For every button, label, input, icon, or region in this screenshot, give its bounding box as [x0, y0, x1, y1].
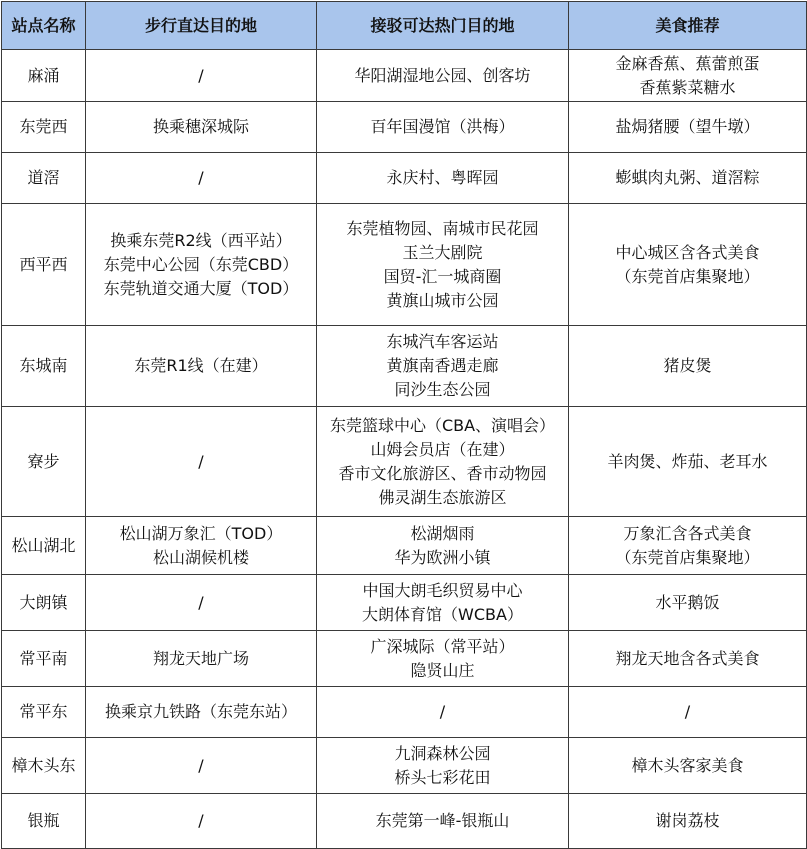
table-row — [2, 575, 807, 631]
station-cell: 樟木头东 — [2, 738, 86, 794]
station-cell: 麻涌 — [2, 50, 86, 102]
walk-line: / — [198, 811, 204, 830]
table-row — [2, 50, 807, 102]
food-line: 羊肉煲、炸茄、老耳水 — [607, 451, 768, 471]
station-cell: 西平西 — [2, 204, 86, 326]
food-line: 蟛蜞肉丸粥、道滘粽 — [615, 168, 760, 187]
table-row — [2, 517, 807, 575]
transfer-cell — [317, 407, 569, 517]
walk-line: / — [198, 755, 204, 775]
walk-cell — [86, 102, 317, 153]
transfer-line: 桥头七彩花田 — [394, 767, 491, 787]
transfer-line: 山姆会员店（在建） — [370, 439, 515, 459]
transfer-line: 黄旗南香遇走廊 — [386, 356, 499, 375]
transfer-cell — [317, 326, 569, 407]
food-line: 中心城区含各式美食 — [615, 242, 760, 262]
station-cell: 东莞西 — [2, 102, 86, 153]
table-row — [2, 407, 807, 517]
table-row — [2, 631, 807, 687]
station-cell: 道滘 — [2, 153, 86, 204]
food-line: 金麻香蕉、蕉蕾煎蛋 — [615, 53, 760, 73]
station-table — [1, 1, 807, 849]
transfer-line: 同沙生态公园 — [394, 380, 491, 399]
walk-cell — [86, 517, 317, 575]
food-cell — [569, 50, 807, 102]
transfer-line: 广深城际（常平站） — [370, 636, 515, 656]
table-row — [2, 102, 807, 153]
walk-cell — [86, 204, 317, 326]
transfer-line: 百年国漫馆（洪梅） — [370, 117, 515, 136]
walk-line: 松山湖万象汇（TOD） — [119, 523, 283, 543]
food-line: 盐焗猪腰（望牛墩） — [615, 117, 760, 136]
transfer-cell — [317, 517, 569, 575]
walk-line: 翔龙天地广场 — [152, 648, 249, 668]
transfer-cell — [317, 738, 569, 794]
transfer-line: 永庆村、粤晖园 — [386, 168, 499, 187]
transfer-line: 东莞第一峰-银瓶山 — [375, 811, 510, 830]
transfer-cell — [317, 631, 569, 687]
station-cell: 常平南 — [2, 631, 86, 687]
table-row — [2, 794, 807, 849]
walk-line: 换乘京九铁路（东莞东站） — [104, 702, 297, 721]
food-line: 香蕉紫菜糖水 — [639, 77, 736, 97]
transfer-line: 玉兰大剧院 — [402, 242, 483, 262]
transfer-cell — [317, 575, 569, 631]
walk-line: 东莞R1线（在建） — [134, 356, 268, 375]
table-row — [2, 153, 807, 204]
transfer-line: 东莞植物园、南城市民花园 — [346, 218, 539, 238]
transfer-cell — [317, 204, 569, 326]
walk-line: 换乘穗深城际 — [152, 117, 249, 136]
food-cell — [569, 153, 807, 204]
table-row — [2, 738, 807, 794]
table-row — [2, 204, 807, 326]
walk-cell — [86, 153, 317, 204]
walk-cell — [86, 575, 317, 631]
header-walk: 步行直达目的地 — [86, 2, 317, 50]
transfer-line: 大朗体育馆（WCBA） — [362, 604, 523, 624]
transfer-line: 东莞篮球中心（CBA、演唱会） — [329, 415, 556, 435]
walk-cell — [86, 687, 317, 738]
transfer-line: 九洞森林公园 — [394, 743, 491, 763]
transfer-line: 黄旗山城市公园 — [386, 290, 499, 310]
food-line: / — [684, 702, 691, 721]
food-cell — [569, 631, 807, 687]
walk-line: / — [198, 168, 204, 187]
walk-cell — [86, 50, 317, 102]
walk-line: / — [198, 592, 204, 612]
station-cell: 大朗镇 — [2, 575, 86, 631]
station-cell: 银瓶 — [2, 794, 86, 849]
header-row — [2, 2, 807, 50]
transfer-line: 香市文化旅游区、香市动物园 — [338, 463, 547, 483]
walk-cell — [86, 738, 317, 794]
walk-line: / — [198, 65, 204, 85]
food-line: （东莞首店集聚地） — [615, 266, 760, 286]
station-cell: 松山湖北 — [2, 517, 86, 575]
walk-cell — [86, 794, 317, 849]
food-line: 谢岗荔枝 — [655, 811, 720, 830]
header-station: 站点名称 — [2, 2, 86, 50]
header-transfer: 接驳可达热门目的地 — [317, 2, 569, 50]
table-row — [2, 326, 807, 407]
transfer-line: 隐贤山庄 — [410, 660, 475, 680]
food-cell — [569, 517, 807, 575]
food-cell — [569, 326, 807, 407]
transfer-cell — [317, 794, 569, 849]
food-line: 万象汇含各式美食 — [623, 523, 752, 543]
walk-line: 东莞轨道交通大厦（TOD） — [103, 278, 299, 298]
food-line: （东莞首店集聚地） — [615, 547, 760, 567]
transfer-line: 华阳湖湿地公园、创客坊 — [354, 65, 531, 85]
food-cell — [569, 204, 807, 326]
food-cell — [569, 407, 807, 517]
header-food: 美食推荐 — [569, 2, 807, 50]
food-line: 猪皮煲 — [663, 356, 712, 375]
transfer-cell — [317, 50, 569, 102]
walk-line: 换乘东莞R2线（西平站） — [110, 230, 292, 250]
food-line: 樟木头客家美食 — [631, 755, 744, 775]
walk-cell — [86, 326, 317, 407]
food-line: 水平鹅饭 — [655, 592, 720, 612]
transfer-cell — [317, 153, 569, 204]
transfer-line: 佛灵湖生态旅游区 — [378, 487, 507, 507]
food-cell — [569, 687, 807, 738]
station-cell: 寮步 — [2, 407, 86, 517]
food-line: 翔龙天地含各式美食 — [615, 648, 760, 668]
transfer-line: 中国大朗毛织贸易中心 — [362, 580, 523, 600]
food-cell — [569, 102, 807, 153]
food-cell — [569, 738, 807, 794]
transfer-line: 华为欧洲小镇 — [394, 547, 491, 567]
transfer-cell — [317, 102, 569, 153]
transfer-line: 东城汽车客运站 — [386, 332, 499, 351]
walk-line: 东莞中心公园（东莞CBD） — [103, 254, 299, 274]
food-cell — [569, 575, 807, 631]
transfer-line: 松湖烟雨 — [410, 523, 475, 543]
station-cell: 常平东 — [2, 687, 86, 738]
transfer-line: 国贸-汇一城商圈 — [383, 266, 502, 286]
station-cell: 东城南 — [2, 326, 86, 407]
walk-line: / — [198, 451, 204, 471]
walk-cell — [86, 407, 317, 517]
table-row — [2, 687, 807, 738]
food-cell — [569, 794, 807, 849]
transfer-cell — [317, 687, 569, 738]
table-body — [2, 50, 807, 849]
walk-cell — [86, 631, 317, 687]
transfer-line: / — [439, 702, 446, 721]
walk-line: 松山湖候机楼 — [152, 547, 249, 567]
